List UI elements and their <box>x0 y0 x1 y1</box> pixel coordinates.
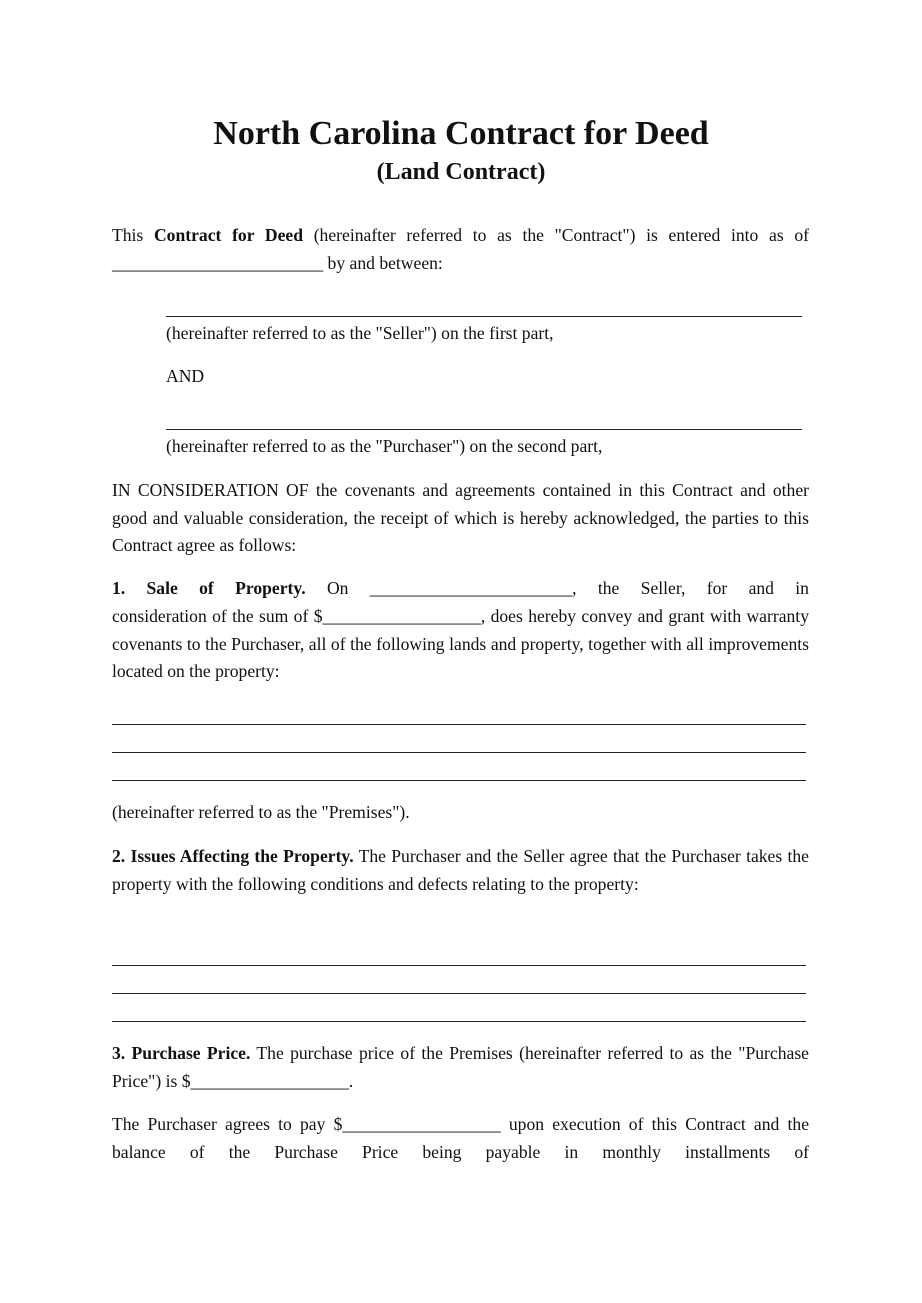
document-subtitle: (Land Contract) <box>376 159 546 185</box>
seller-name-line <box>166 316 802 317</box>
premises-label: (hereinafter referred to as the "Premises"). <box>112 802 410 822</box>
seller-label: (hereinafter referred to as the "Seller") on the first part, <box>166 323 554 343</box>
section-3-heading: 3. Purchase Price. <box>112 1043 251 1063</box>
section-2-text: The Purchaser and the Seller agree that the Purchaser takes the property with the following conditions and defects relating to the property: <box>112 846 809 894</box>
section-3-text: The purchase price of the Premises (hereinafter referred to as the "Purchase Price") is $__________________. <box>112 1043 809 1091</box>
intro-date-line: ________________________ by and between: <box>112 253 443 273</box>
section-1-heading: 1. Sale of Property. <box>112 578 306 598</box>
conditions-line-1 <box>112 965 806 966</box>
and-label: AND <box>166 366 205 386</box>
intro-text-c: (hereinafter referred to as the "Contract") is entered into as of <box>303 225 810 245</box>
consideration-paragraph: IN CONSIDERATION OF the covenants and agreements contained in this Contract and other good and valuable consideration, the receipt of which is hereby acknowledged, the parties to this Contract agree as follows: <box>112 480 809 555</box>
conditions-line-2 <box>112 993 806 994</box>
document-title: North Carolina Contract for Deed <box>213 115 709 152</box>
intro-text-a: This <box>112 225 154 245</box>
section-3-paragraph <box>112 1040 809 1095</box>
payment-paragraph: The Purchaser agrees to pay $__________________ upon execution of this Contract and the balance of the Purchase Price being payable in monthly installments of <box>112 1114 809 1162</box>
section-1-first-line <box>112 575 809 603</box>
purchaser-name-line <box>166 429 802 430</box>
section-1-paragraph: consideration of the sum of $__________________, does hereby convey and grant with warranty covenants to the Purchaser, all of the following lands and property, together with all improvements located on the property: <box>112 606 809 681</box>
conditions-line-3 <box>112 1021 806 1022</box>
intro-contract-name: Contract for Deed <box>153 225 304 245</box>
section-2-heading: 2. Issues Affecting the Property. <box>112 846 354 866</box>
property-description-line-1 <box>112 724 806 725</box>
section-2-paragraph <box>112 843 809 898</box>
purchaser-label: (hereinafter referred to as the "Purchaser") on the second part, <box>166 436 603 456</box>
intro-paragraph <box>112 222 809 250</box>
property-description-line-3 <box>112 780 806 781</box>
section-1-date-text: On _______________________, the Seller, for and in <box>305 578 809 598</box>
property-description-line-2 <box>112 752 806 753</box>
